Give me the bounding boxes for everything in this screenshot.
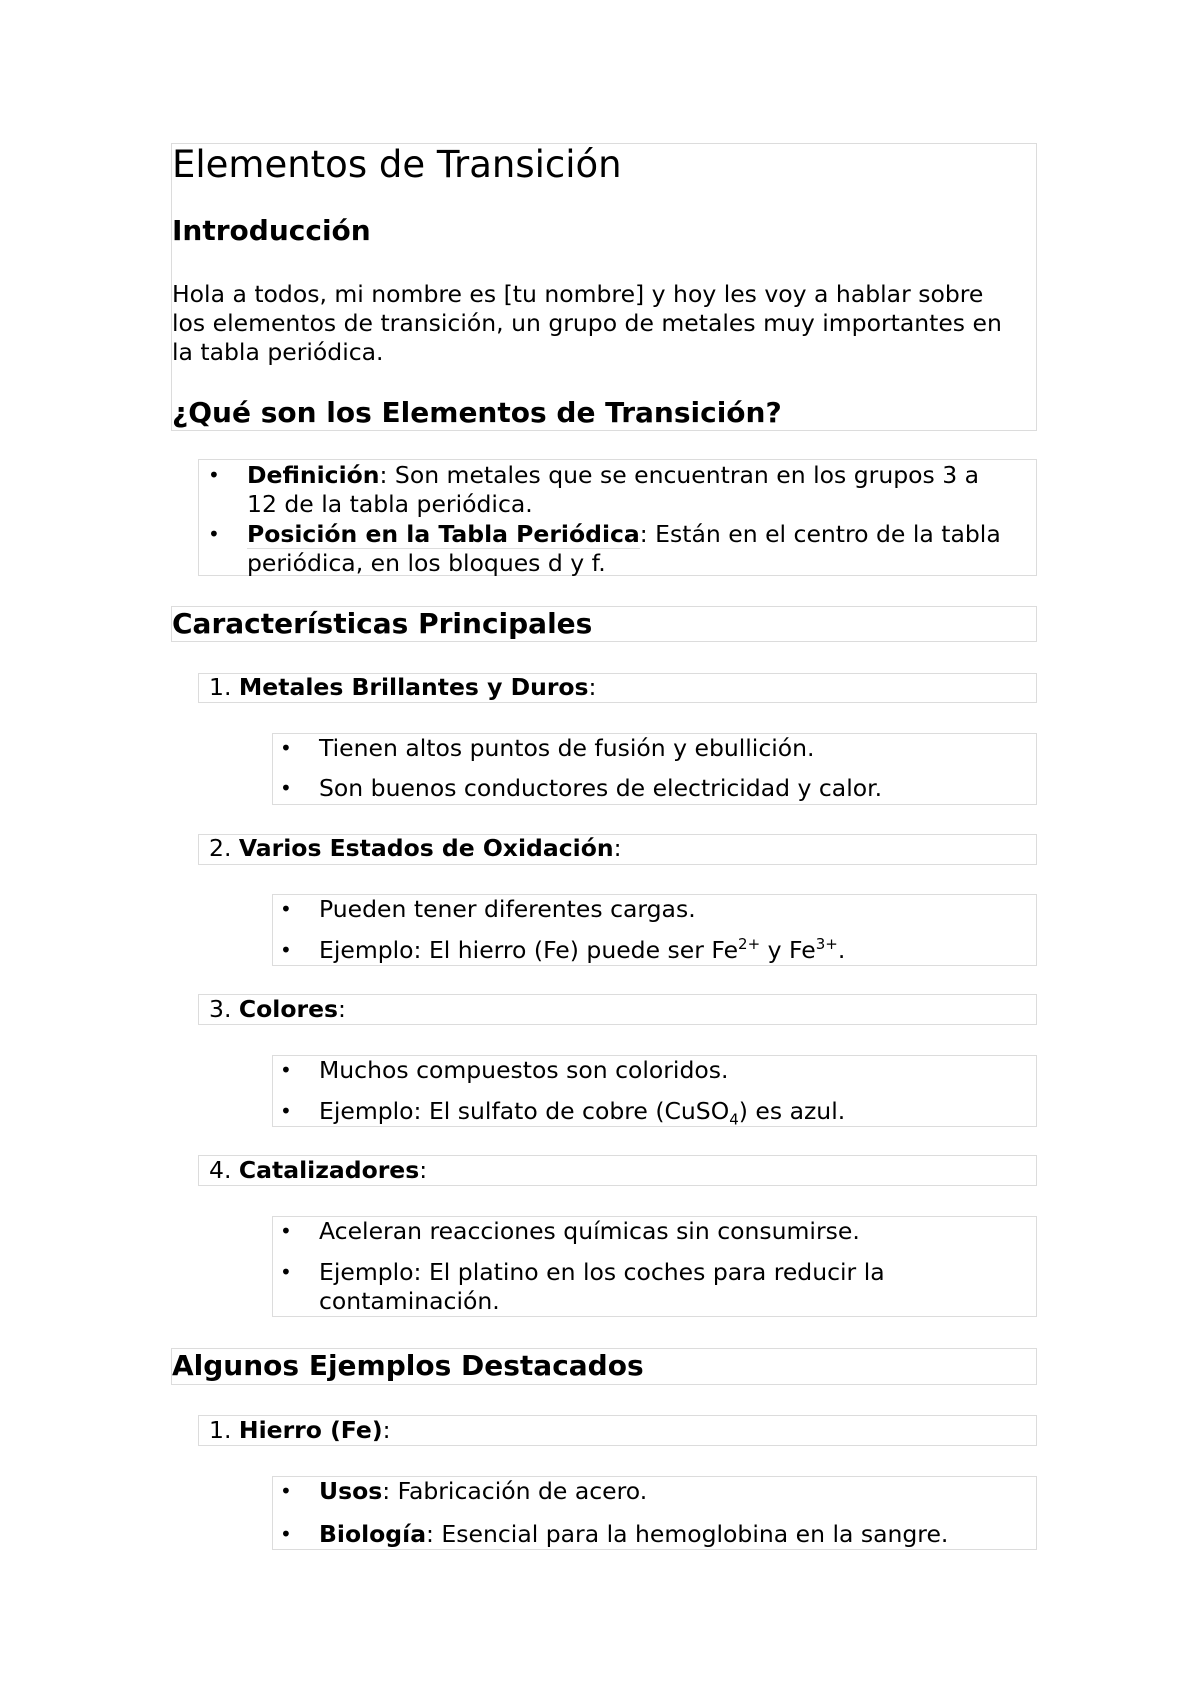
what-heading: ¿Qué son los Elementos de Transición? (172, 396, 782, 429)
example-1-bullet-biologia (319, 1520, 948, 1549)
bullet-icon: • (280, 938, 292, 962)
example-suffix: : (382, 1416, 391, 1444)
char-term-4: Catalizadores (238, 1156, 420, 1184)
example-term-1: Hierro (Fe) (238, 1416, 383, 1444)
example-bullet-term-usos: Usos (319, 1477, 383, 1505)
list-number: 3. (209, 995, 232, 1023)
char-suffix: : (419, 1156, 428, 1184)
char-suffix: : (588, 673, 597, 701)
bullet-icon: • (280, 897, 292, 921)
bullet-icon: • (280, 1260, 292, 1284)
char-3-example (319, 1097, 846, 1129)
intro-line-1: Hola a todos, mi nombre es [tu nombre] y hoy les voy a hablar sobre (172, 280, 984, 308)
what-term-definition: Definición (247, 461, 380, 489)
what-term-position: Posición en la Tabla Periódica (247, 520, 640, 548)
char-2-bullet-1: Pueden tener diferentes cargas. (319, 895, 696, 923)
what-rest-definition: : Son metales que se encuentran en los grupos 3 a (379, 461, 980, 489)
intro-line-3: la tabla periódica. (172, 338, 384, 366)
example-bullet-rest-biologia: : Esencial para la hemoglobina en la sangre. (426, 1520, 949, 1548)
char-1-bullet-2: Son buenos conductores de electricidad y calor. (319, 774, 883, 802)
what-item-position-cont: periódica, en los bloques d y f. (247, 549, 606, 577)
subscript: 4 (729, 1110, 739, 1129)
bullet-icon: • (280, 776, 292, 800)
char-2-example (319, 936, 845, 965)
superscript: 3+ (815, 935, 838, 954)
char-4-example-line-2: contaminación. (319, 1287, 500, 1315)
example-item-1 (209, 1416, 391, 1445)
bullet-icon: • (280, 1219, 292, 1243)
example-text: ) es azul. (738, 1097, 846, 1125)
char-term-2: Varios Estados de Oxidación (238, 834, 614, 862)
example-text: Ejemplo: El sulfato de cobre (CuSO (319, 1097, 730, 1125)
char-item-1 (209, 673, 596, 702)
bullet-icon: • (280, 1099, 292, 1123)
example-text: Ejemplo: El hierro (Fe) puede ser Fe (319, 936, 739, 964)
example-text: . (837, 936, 846, 964)
char-1-bullet-1: Tienen altos puntos de fusión y ebullición. (319, 734, 815, 762)
example-bullet-rest-usos: : Fabricación de acero. (382, 1477, 648, 1505)
list-number: 4. (209, 1156, 232, 1184)
characteristics-heading: Características Principales (172, 607, 593, 640)
list-number: 2. (209, 834, 232, 862)
char-term-1: Metales Brillantes y Duros (238, 673, 589, 701)
example-1-bullet-usos (319, 1477, 647, 1506)
char-suffix: : (338, 995, 346, 1023)
list-number: 1. (209, 673, 232, 701)
what-item-definition (247, 461, 979, 490)
what-item-position (247, 520, 1001, 549)
example-bullet-term-biologia: Biología (319, 1520, 427, 1548)
char-term-3: Colores (238, 995, 339, 1023)
what-item-definition-cont: 12 de la tabla periódica. (247, 490, 533, 518)
bullet-icon: • (280, 1522, 292, 1546)
page-title: Elementos de Transición (172, 143, 622, 186)
intro-line-2: los elementos de transición, un grupo de metales muy importantes en (172, 309, 1002, 337)
char-suffix: : (613, 834, 622, 862)
char-item-3 (209, 995, 346, 1024)
char-item-2 (209, 834, 622, 863)
superscript: 2+ (738, 935, 761, 954)
bullet-icon: • (208, 463, 220, 487)
char-3-bullet-1: Muchos compuestos son coloridos. (319, 1056, 729, 1084)
bullet-icon: • (280, 1058, 292, 1082)
list-number: 1. (209, 1416, 232, 1444)
what-rest-position: : Están en el centro de la tabla (639, 520, 1001, 548)
intro-heading: Introducción (172, 214, 371, 247)
bullet-icon: • (208, 522, 220, 546)
examples-heading: Algunos Ejemplos Destacados (172, 1349, 644, 1382)
bullet-icon: • (280, 736, 292, 760)
char-item-4 (209, 1156, 427, 1185)
example-text: y Fe (760, 936, 816, 964)
char-4-example-line-1: Ejemplo: El platino en los coches para reducir la (319, 1258, 885, 1286)
char-4-bullet-1: Aceleran reacciones químicas sin consumirse. (319, 1217, 860, 1245)
bullet-icon: • (280, 1479, 292, 1503)
